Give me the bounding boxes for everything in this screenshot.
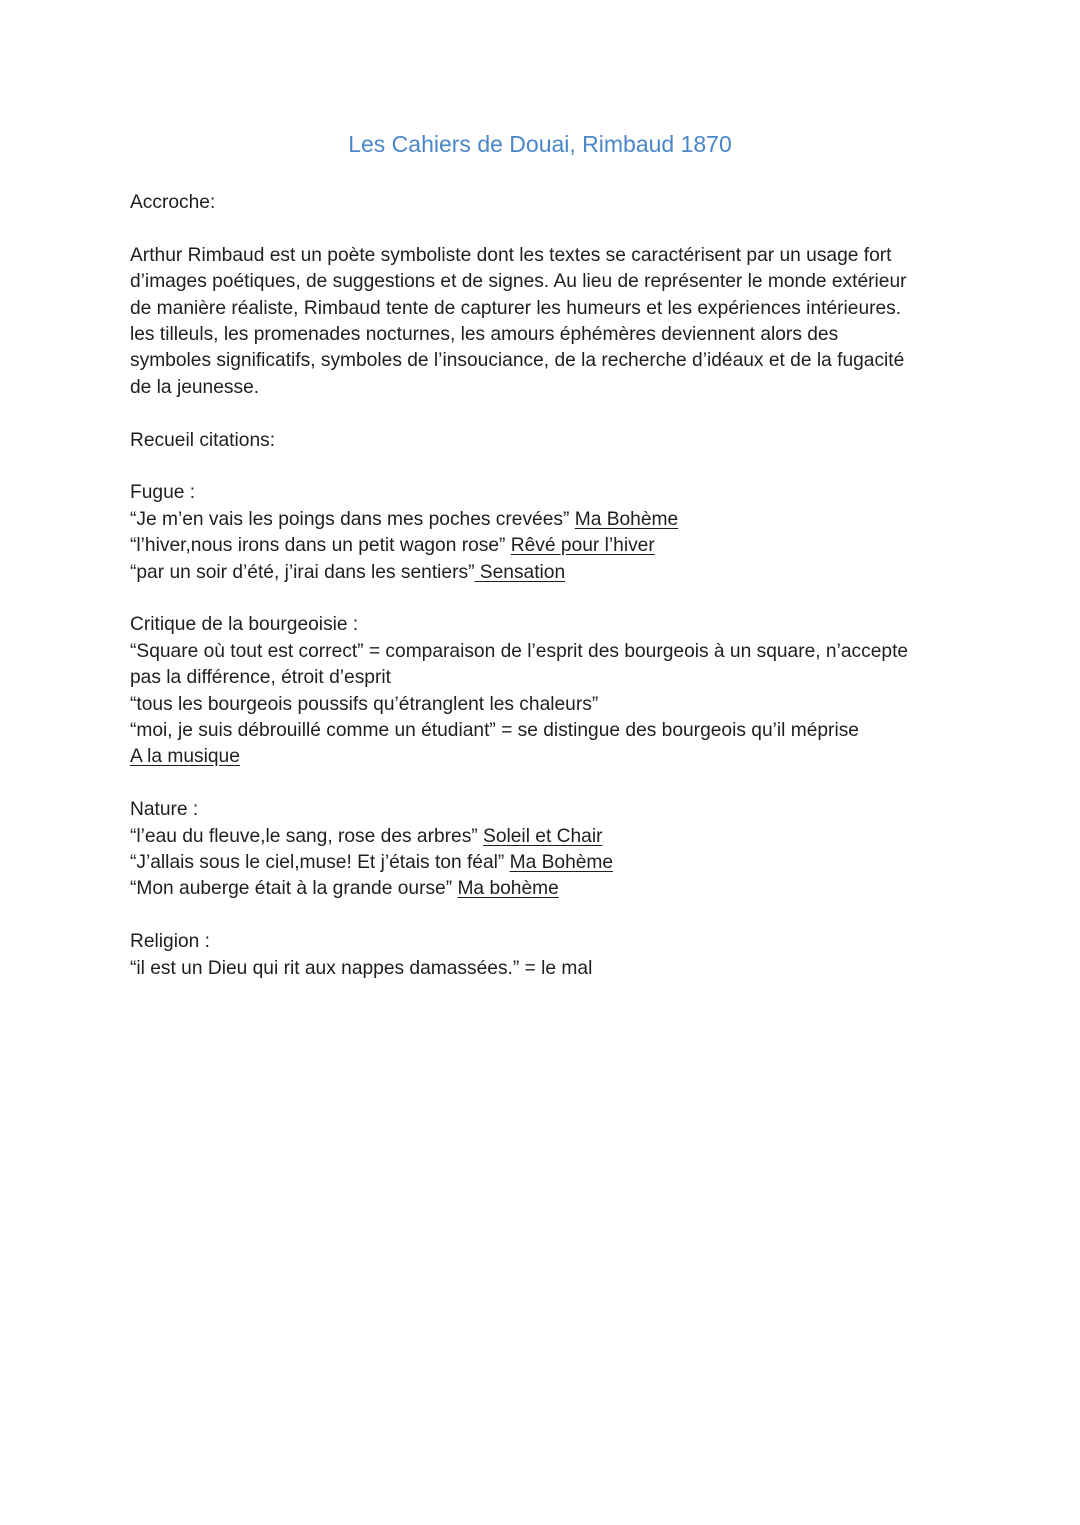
accroche-heading: Accroche: (130, 192, 216, 213)
quote-line: pas la différence, étroit d’esprit (130, 667, 391, 689)
document-title: Les Cahiers de Douai, Rimbaud 1870 (348, 131, 732, 157)
quote-line (130, 560, 960, 586)
accroche-paragraph (130, 243, 960, 401)
poem-title-link: A la musique (130, 746, 240, 768)
poem-title-link: Sensation (474, 561, 566, 583)
recueil-heading: Recueil citations: (130, 429, 276, 451)
section-heading-fugue: Fugue : (130, 482, 196, 504)
section-heading-critique: Critique de la bourgeoisie : (130, 614, 359, 636)
quote-line: “moi, je suis débrouillé comme un étudiant” = se distingue des bourgeois qu’il méprise (130, 720, 859, 742)
quote-line: “il est un Dieu qui rit aux nappes damassées.” = le mal (130, 957, 593, 979)
paragraph-line: symboles significatifs, symboles de l’insouciance, de la recherche d’idéaux et de la fugacité (130, 350, 905, 372)
paragraph-line: de la jeunesse. (130, 376, 260, 398)
paragraph-line: les tilleuls, les promenades nocturnes, les amours éphémères deviennent alors des (130, 324, 839, 346)
poem-title-link: Ma Bohème (509, 852, 614, 874)
quote-line (130, 744, 960, 770)
quote-line (130, 876, 960, 902)
poem-title-link: Rêvé pour l’hiver (510, 535, 655, 557)
paragraph-line: de manière réaliste, Rimbaud tente de capturer les humeurs et les expériences intérieures. (130, 297, 902, 319)
paragraph-line: d’images poétiques, de suggestions et de signes. Au lieu de représenter le monde extérieur (130, 271, 907, 293)
quote-text: “Mon auberge était à la grande ourse” (130, 878, 458, 900)
quote-text: “par un soir d’été, j’irai dans les sentiers” (130, 561, 475, 583)
poem-title-link: Soleil et Chair (483, 825, 603, 847)
quote-text: “J’allais sous le ciel,muse! Et j’étais ton féal” (130, 852, 510, 874)
quote-text: “l’hiver,nous irons dans un petit wagon rose” (130, 535, 511, 557)
quote-line (130, 507, 960, 533)
quote-text: “l’eau du fleuve,le sang, rose des arbres” (130, 825, 484, 847)
paragraph-line: Arthur Rimbaud est un poète symboliste dont les textes se caractérisent par un usage fort (130, 244, 892, 266)
document-body (130, 190, 960, 982)
poem-title-link: Ma Bohème (574, 508, 679, 530)
quote-line (130, 850, 960, 876)
quote-text: “Je m’en vais les poings dans mes poches crevées” (130, 508, 575, 530)
poem-title-link: Ma bohème (457, 878, 559, 900)
section-heading-nature: Nature : (130, 799, 199, 821)
section-heading-religion: Religion : (130, 931, 210, 953)
quote-line (130, 824, 960, 850)
quote-line: “Square où tout est correct” = comparaison de l’esprit des bourgeois à un square, n’accepte (130, 640, 909, 662)
quote-line (130, 533, 960, 559)
quote-line: “tous les bourgeois poussifs qu’étranglent les chaleurs” (130, 693, 599, 715)
